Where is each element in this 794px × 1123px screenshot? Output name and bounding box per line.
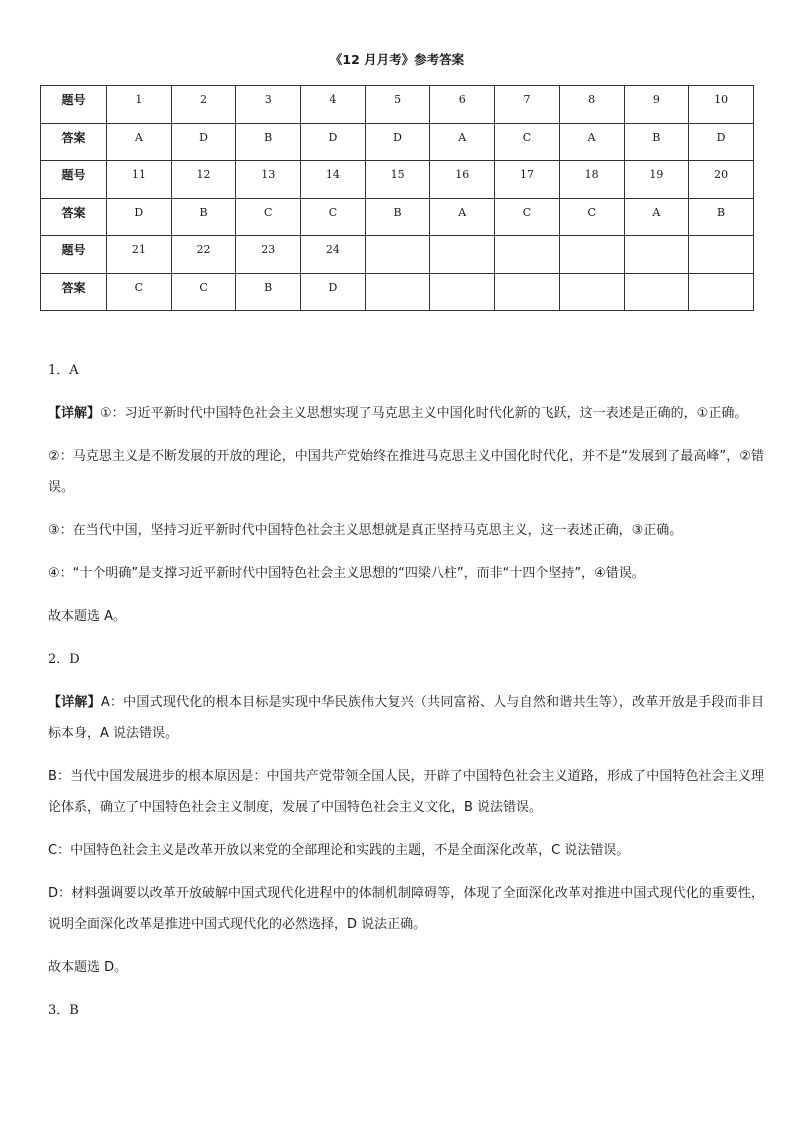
answer-cell: D bbox=[171, 123, 236, 161]
explanation-paragraph: C：中国特色社会主义是改革开放以来党的全部理论和实践的主题，不是全面深化改革，C 说法错误。 bbox=[48, 843, 630, 858]
answer-cell: D bbox=[365, 123, 430, 161]
answer-cell: B bbox=[689, 198, 754, 236]
question-number-cell: 5 bbox=[365, 86, 430, 124]
row-label-question: 题号 bbox=[41, 86, 107, 124]
conclusion-paragraph: 故本题选 A。 bbox=[48, 609, 127, 624]
answer-cell: C bbox=[171, 273, 236, 311]
question-3-number: 3．B bbox=[48, 1003, 79, 1018]
question-number-cell: 17 bbox=[495, 161, 560, 199]
answer-cell: A bbox=[559, 123, 624, 161]
question-number-cell: 9 bbox=[624, 86, 689, 124]
question-number-cell: 23 bbox=[236, 236, 301, 274]
answer-cell: D bbox=[107, 198, 172, 236]
question-number-row bbox=[41, 161, 754, 199]
detail-label: 【详解】 bbox=[48, 406, 101, 421]
explanation-text: A：中国式现代化的根本目标是实现中华民族伟大复兴（共同富裕、人与自然和谐共生等），改革开放是手段而非目标本身，A 说法错误。 bbox=[48, 695, 764, 741]
answer-cell bbox=[365, 273, 430, 311]
answer-cell: A bbox=[430, 123, 495, 161]
answer-cell: C bbox=[236, 198, 301, 236]
answer-cell: C bbox=[107, 273, 172, 311]
question-number-row bbox=[41, 86, 754, 124]
answer-cell: C bbox=[301, 198, 366, 236]
answer-cell: B bbox=[236, 273, 301, 311]
row-label-answer: 答案 bbox=[41, 198, 107, 236]
question-number-cell: 1 bbox=[107, 86, 172, 124]
question-number-cell: 10 bbox=[689, 86, 754, 124]
question-number-cell bbox=[689, 236, 754, 274]
question-number-cell bbox=[559, 236, 624, 274]
question-number-cell bbox=[365, 236, 430, 274]
answer-cell: D bbox=[301, 123, 366, 161]
question-number-cell: 13 bbox=[236, 161, 301, 199]
question-2-number: 2．D bbox=[48, 652, 80, 667]
explanation-paragraph: ②：马克思主义是不断发展的开放的理论，中国共产党始终在推进马克思主义中国化时代化，并不是“发展到了最高峰”，②错误。 bbox=[48, 449, 764, 495]
question-number-cell bbox=[495, 236, 560, 274]
question-number-cell: 15 bbox=[365, 161, 430, 199]
answer-cell: C bbox=[495, 123, 560, 161]
question-1-detail bbox=[48, 398, 764, 429]
question-number-cell bbox=[624, 236, 689, 274]
question-number-cell: 4 bbox=[301, 86, 366, 124]
question-number-cell: 16 bbox=[430, 161, 495, 199]
row-label-answer: 答案 bbox=[41, 123, 107, 161]
explanation-paragraph: ④：“十个明确”是支撑习近平新时代中国特色社会主义思想的“四梁八柱”，而非“十四个坚持”，④错误。 bbox=[48, 566, 645, 581]
question-number-cell: 22 bbox=[171, 236, 236, 274]
question-number-row bbox=[41, 236, 754, 274]
question-number-cell: 18 bbox=[559, 161, 624, 199]
answer-cell bbox=[559, 273, 624, 311]
question-number-cell: 2 bbox=[171, 86, 236, 124]
question-1-number: 1．A bbox=[48, 363, 79, 378]
answer-cell bbox=[624, 273, 689, 311]
question-number-cell: 20 bbox=[689, 161, 754, 199]
answer-cell: B bbox=[365, 198, 430, 236]
answer-cell bbox=[689, 273, 754, 311]
answer-row bbox=[41, 273, 754, 311]
answer-cell: B bbox=[236, 123, 301, 161]
answer-cell: B bbox=[171, 198, 236, 236]
answer-cell: D bbox=[301, 273, 366, 311]
question-number-cell: 14 bbox=[301, 161, 366, 199]
answer-cell: A bbox=[430, 198, 495, 236]
conclusion-paragraph: 故本题选 D。 bbox=[48, 960, 128, 975]
question-2-detail bbox=[48, 687, 764, 749]
answer-cell bbox=[430, 273, 495, 311]
question-number-cell: 3 bbox=[236, 86, 301, 124]
explanation-paragraph: ③：在当代中国，坚持习近平新时代中国特色社会主义思想就是真正坚持马克思主义，这一表述正确，③正确。 bbox=[48, 523, 683, 538]
answer-cell bbox=[495, 273, 560, 311]
answer-cell: D bbox=[689, 123, 754, 161]
question-number-cell: 12 bbox=[171, 161, 236, 199]
answer-row bbox=[41, 123, 754, 161]
row-label-question: 题号 bbox=[41, 236, 107, 274]
detail-label: 【详解】 bbox=[48, 695, 101, 710]
question-number-cell bbox=[430, 236, 495, 274]
answer-row bbox=[41, 198, 754, 236]
explanation-paragraph: D：材料强调要以改革开放破解中国式现代化进程中的体制机制障碍等，体现了全面深化改革对推进中国式现代化的重要性，说明全面深化改革是推进中国式现代化的必然选择，D 说法正确。 bbox=[48, 886, 764, 932]
answer-cell: B bbox=[624, 123, 689, 161]
page-title: 《12 月月考》参考答案 bbox=[329, 52, 465, 67]
explanation-text: ①：习近平新时代中国特色社会主义思想实现了马克思主义中国化时代化新的飞跃，这一表述是正确的，①正确。 bbox=[100, 406, 748, 421]
answer-cell: A bbox=[107, 123, 172, 161]
question-number-cell: 19 bbox=[624, 161, 689, 199]
answer-key-table bbox=[40, 85, 754, 311]
row-label-question: 题号 bbox=[41, 161, 107, 199]
question-number-cell: 11 bbox=[107, 161, 172, 199]
question-number-cell: 7 bbox=[495, 86, 560, 124]
question-number-cell: 6 bbox=[430, 86, 495, 124]
question-number-cell: 8 bbox=[559, 86, 624, 124]
row-label-answer: 答案 bbox=[41, 273, 107, 311]
answer-cell: C bbox=[559, 198, 624, 236]
explanations bbox=[48, 355, 764, 1038]
explanation-paragraph: B：当代中国发展进步的根本原因是：中国共产党带领全国人民，开辟了中国特色社会主义道路，形成了中国特色社会主义理论体系，确立了中国特色社会主义制度，发展了中国特色社会主义文化，B 说法错误。 bbox=[48, 769, 764, 815]
answer-cell: A bbox=[624, 198, 689, 236]
answer-cell: C bbox=[495, 198, 560, 236]
question-number-cell: 24 bbox=[301, 236, 366, 274]
question-number-cell: 21 bbox=[107, 236, 172, 274]
